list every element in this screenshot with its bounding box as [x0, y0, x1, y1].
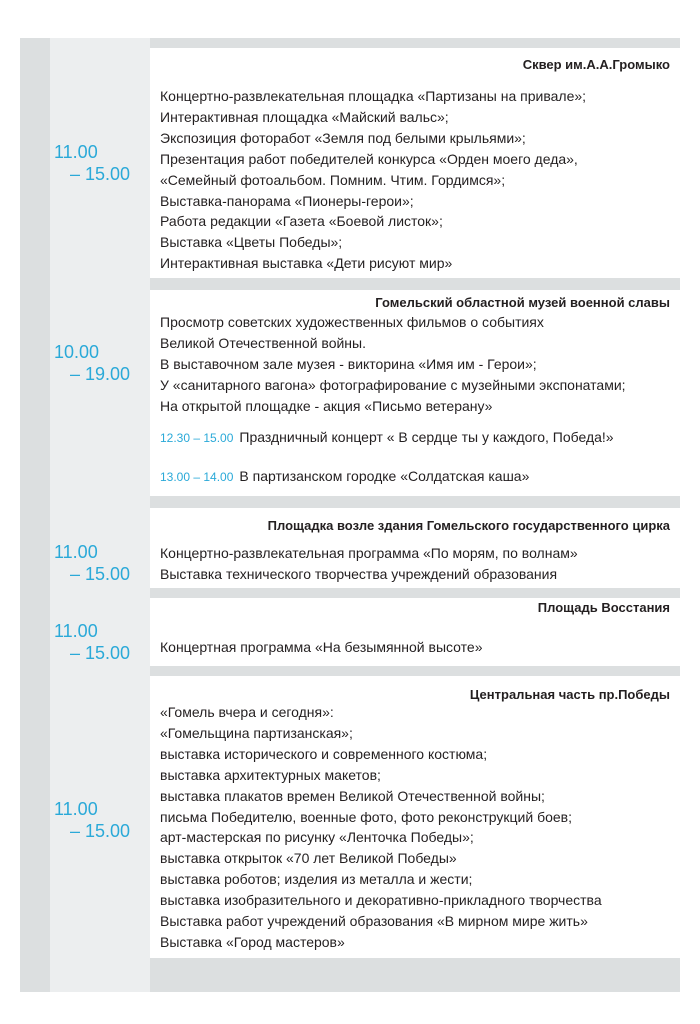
sub-event	[160, 468, 529, 484]
event-line: письма Победителю, военные фото, фото реконструкций боев;	[160, 808, 573, 825]
time-start: 11.00	[54, 542, 98, 562]
time-end: – 15.00	[70, 164, 131, 184]
schedule-section-4	[20, 598, 680, 666]
schedule-section-1	[20, 48, 680, 278]
time-start: 10.00	[54, 342, 100, 362]
time-start: 11.00	[54, 621, 98, 641]
event-line: Презентация работ победителей конкурса «Орден моего деда»,	[160, 150, 578, 167]
event-line: Выставка-панорама «Пионеры-герои»;	[160, 192, 414, 209]
event-line: выставка роботов; изделия из металла и жести;	[160, 871, 473, 888]
time-end: – 15.00	[70, 821, 131, 841]
sub-event-text: Праздничный концерт « В сердце ты у каждого, Победа!»	[239, 429, 614, 445]
event-list	[160, 637, 482, 658]
venue-heading: Сквер им.А.А.Громыко	[522, 57, 670, 72]
sub-event-time: 13.00 – 14.00	[160, 470, 234, 484]
venue-heading: Гомельский областной музей военной славы	[375, 295, 670, 310]
event-list	[160, 312, 626, 417]
event-line: «Гомельщина партизанская»;	[160, 724, 353, 741]
schedule-section-5	[20, 676, 680, 958]
event-line: выставка архитектурных макетов;	[160, 766, 381, 783]
section-content	[150, 508, 680, 588]
section-content	[150, 598, 680, 666]
schedule-section-3	[20, 508, 680, 588]
sub-event-time: 12.30 – 15.00	[160, 431, 234, 445]
event-line: Концертно-развлекательная площадка «Партизаны на привале»;	[160, 88, 587, 104]
event-line: выставка открыток «70 лет Великой Победы»	[160, 850, 457, 867]
event-line: выставка изобразительного и декоративно-прикладного творчества	[160, 892, 602, 909]
event-list	[160, 543, 578, 585]
event-line: «Гомель вчера и сегодня»:	[160, 704, 334, 720]
event-line: Выставка «Цветы Победы»;	[160, 234, 343, 251]
time-start: 11.00	[54, 142, 98, 162]
event-list	[160, 702, 602, 953]
section-content	[150, 48, 680, 278]
event-line: Выставка работ учреждений образования «В мирном мире жить»	[160, 913, 588, 930]
schedule-section-2	[20, 290, 680, 496]
event-line: выставка плакатов времен Великой Отечественной войны;	[160, 787, 545, 804]
event-list	[160, 86, 586, 274]
event-line: Выставка технического творчества учреждений образования	[160, 565, 558, 582]
event-line: Выставка «Город мастеров»	[160, 933, 345, 950]
event-line: Великой Отечественной войны.	[160, 334, 366, 351]
event-line: Интерактивная выставка «Дети рисуют мир»	[160, 255, 453, 272]
time-end: – 15.00	[70, 643, 131, 663]
time-end: – 15.00	[70, 564, 131, 584]
venue-heading: Центральная часть пр.Победы	[469, 687, 670, 702]
event-line: Концертная программа «На безымянной высоте»	[160, 639, 483, 655]
event-line: «Семейный фотоальбом. Помним. Чтим. Гордимся»;	[160, 171, 506, 188]
time-end: – 19.00	[70, 364, 131, 384]
event-line: В выставочном зале музея - викторина «Имя им - Герои»;	[160, 355, 537, 372]
section-content	[150, 676, 680, 958]
event-line: Работа редакции «Газета «Боевой листок»;	[160, 213, 443, 230]
venue-heading: Площадка возле здания Гомельского государственного цирка	[267, 518, 670, 533]
event-line: Просмотр советских художественных фильмов о событиях	[160, 314, 544, 330]
section-content	[150, 290, 680, 496]
venue-heading: Площадь Восстания	[537, 600, 670, 615]
event-line: На открытой площадке - акция «Письмо ветерану»	[160, 397, 493, 414]
event-line: Экспозиция фоторабот «Земля под белыми крыльями»;	[160, 129, 526, 146]
sub-event-text: В партизанском городке «Солдатская каша»	[239, 468, 530, 484]
event-line: арт-мастерская по рисунку «Ленточка Победы»;	[160, 829, 474, 846]
schedule-frame	[20, 38, 680, 992]
event-line: Интерактивная площадка «Майский вальс»;	[160, 108, 449, 125]
event-line: выставка исторического и современного костюма;	[160, 745, 488, 762]
sub-event	[160, 429, 614, 445]
event-line: У «санитарного вагона» фотографирование с музейными экспонатами;	[160, 376, 626, 393]
time-start: 11.00	[54, 799, 98, 819]
event-line: Концертно-развлекательная программа «По морям, по волнам»	[160, 545, 578, 561]
